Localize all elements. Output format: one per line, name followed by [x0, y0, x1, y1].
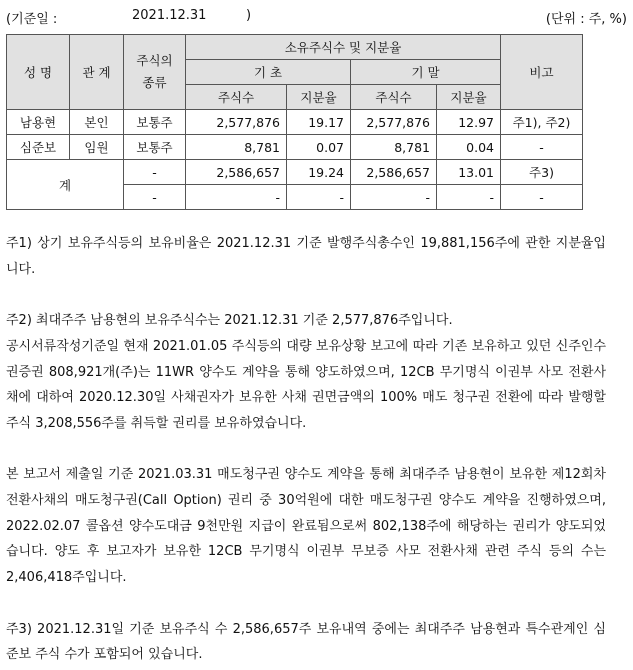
cell-note: 주1), 주2): [501, 110, 583, 135]
total-label: 계: [7, 160, 124, 210]
table-row: [7, 135, 583, 160]
cell-note: 주3): [501, 160, 583, 185]
cell-type: 보통주: [124, 135, 186, 160]
cell-begin-ratio: 0.07: [287, 135, 351, 160]
footnote-2-detail: 공시서류작성기준일 현재 2021.01.05 주식등의 대량 보유상황 보고에 따라 기존 보유하고 있던 신주인수권증권 808,921개(주)는 11WR 양수도 계약을 통해 양도하였으며, 12CB 무기명식 이권부 사모 전환사채에 대하여 2020.12.30일 사채권자가 보유한 사채 권면금액의 100% 매도 청구권 전환에 따라 발행할 주식 3,208,556주를 취득할 권리를 보유하였습니다.: [6, 338, 606, 431]
cell-type: -: [124, 160, 186, 185]
cell-relation: 본인: [70, 110, 124, 135]
header-end-shares: 주식수: [351, 85, 437, 110]
footnote-2: 주2) 최대주주 남용현의 보유주식수는 2021.12.31 기준 2,577,876주입니다.: [6, 313, 453, 329]
cell-note: -: [501, 135, 583, 160]
unit-label: (단위 : 주, %): [545, 12, 627, 27]
cell-begin-ratio: 19.17: [287, 110, 351, 135]
base-date-close: ): [246, 8, 252, 23]
cell-begin-shares: -: [186, 185, 287, 210]
cell-relation: 임원: [70, 135, 124, 160]
cell-end-ratio: -: [437, 185, 501, 210]
cell-begin-shares: 2,586,657: [186, 160, 287, 185]
header-name: 성 명: [7, 35, 70, 110]
footnote-3: 주3) 2021.12.31일 기준 보유주식 수 2,586,657주 보유내역 중에는 최대주주 남용현과 특수관계인 심준보 주식 수가 포함되어 있습니다.: [6, 621, 606, 663]
header-begin: 기 초: [186, 60, 351, 85]
cell-end-shares: 2,586,657: [351, 160, 437, 185]
cell-end-shares: 8,781: [351, 135, 437, 160]
table-row: [7, 110, 583, 135]
footnote-2-update: 본 보고서 제출일 기준 2021.03.31 매도청구권 양수도 계약을 통해 최대주주 남용현이 보유한 제12회차 전환사채의 매도청구권(Call Option) 권리 중 30억원에 대한 매도청구권 양수도 계약을 진행하였으며, 2022.02.07 콜옵션 양수도대금 9천만원 지급이 완료됨으로써 802,138주에 해당하는 권리가 양도되었습니다. 양도 후 보고자가 보유한 12CB 무기명식 이권부 무보증 사모 전환사채 관련 주식 등의 수는 2,406,418주입니다.: [6, 467, 606, 586]
base-date: 2021.12.31: [132, 8, 207, 23]
header-owned-shares: 소유주식수 및 지분율: [186, 35, 501, 60]
total-row: [7, 160, 583, 185]
cell-end-shares: 2,577,876: [351, 110, 437, 135]
header-begin-ratio: 지분율: [287, 85, 351, 110]
report-header: [6, 8, 627, 26]
shareholding-table: [6, 34, 583, 210]
cell-begin-ratio: -: [287, 185, 351, 210]
cell-begin-ratio: 19.24: [287, 160, 351, 185]
cell-type: 보통주: [124, 110, 186, 135]
cell-note: -: [501, 185, 583, 210]
footnote-1: 주1) 상기 보유주식등의 보유비율은 2021.12.31 기준 발행주식총수인 19,881,156주에 관한 지분율입니다.: [6, 236, 606, 277]
cell-name: 남용현: [7, 110, 70, 135]
header-end-ratio: 지분율: [437, 85, 501, 110]
header-note: 비고: [501, 35, 583, 110]
cell-end-ratio: 13.01: [437, 160, 501, 185]
header-stock-type: 주식의 종류: [124, 35, 186, 110]
header-end: 기 말: [351, 60, 501, 85]
cell-name: 심준보: [7, 135, 70, 160]
footnotes: [6, 231, 606, 668]
cell-begin-shares: 8,781: [186, 135, 287, 160]
cell-end-shares: -: [351, 185, 437, 210]
cell-end-ratio: 0.04: [437, 135, 501, 160]
base-date-label: (기준일 :: [6, 12, 58, 27]
header-begin-shares: 주식수: [186, 85, 287, 110]
cell-end-ratio: 12.97: [437, 110, 501, 135]
cell-type: -: [124, 185, 186, 210]
header-relation: 관 계: [70, 35, 124, 110]
cell-begin-shares: 2,577,876: [186, 110, 287, 135]
